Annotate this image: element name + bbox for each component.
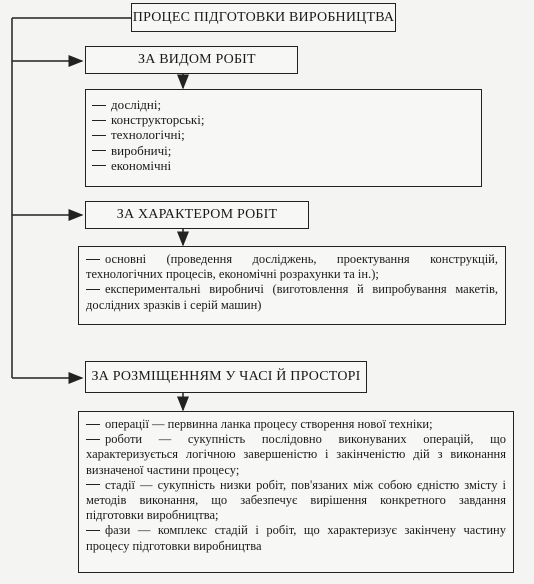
- title-box: [131, 3, 396, 32]
- dash-marker: [92, 105, 106, 106]
- dash-marker: [92, 120, 106, 121]
- dash-marker: [92, 150, 106, 151]
- dash-marker: [86, 484, 100, 485]
- section-2-header-text: ЗА ХАРАКТЕРОМ РОБІТ: [116, 207, 278, 222]
- dash-marker: [86, 439, 100, 440]
- dash-marker: [92, 135, 106, 136]
- section-1-list: [92, 97, 475, 173]
- dash-marker: [86, 289, 100, 290]
- section-3-item-4: фази — комплекс стадій і робіт, що характеризує закінчену частину процесу підготовки виробництва: [86, 523, 506, 553]
- list-item: економічні: [92, 158, 475, 173]
- section-2-content: [78, 246, 506, 325]
- section-3-header-text: ЗА РОЗМІЩЕННЯМ У ЧАСІ Й ПРОСТОРІ: [91, 369, 361, 384]
- section-1-header: [85, 46, 298, 74]
- dash-marker: [92, 165, 106, 166]
- dash-marker: [86, 424, 100, 425]
- section-3-item-3: стадії — сукупність низки робіт, пов'язаних між собою єдністю змісту і методів виконання, що забезпечує вирішення конкретного завдання підготовки виробництва;: [86, 477, 506, 523]
- list-item: виробничі;: [92, 143, 475, 158]
- section-2-item-2: експериментальні виробничі (виготовлення й випробування макетів, дослідних зразків і серій машин): [86, 282, 498, 312]
- section-2-header: [85, 201, 309, 229]
- dash-marker: [86, 530, 100, 531]
- section-3-item-2: роботи — сукупність послідовно виконуваних операцій, що характеризується логічною завершеністю і закінченістю дій з виконання визначеної частини процесу;: [86, 432, 506, 477]
- section-1-content: [85, 89, 482, 187]
- list-item: технологічні;: [92, 127, 475, 142]
- list-item: конструкторські;: [92, 112, 475, 127]
- section-3-header: [85, 361, 367, 393]
- dash-marker: [86, 259, 100, 260]
- list-item: дослідні;: [92, 97, 475, 112]
- section-2-item-1: основні (проведення досліджень, проектування конструкцій, технологічних процесів, економічні розрахунки та ін.);: [86, 252, 498, 282]
- section-1-header-text: ЗА ВИДОМ РОБІТ: [138, 52, 256, 67]
- section-3-content: [78, 411, 514, 573]
- section-3-item-1: операції — первинна ланка процесу створення нової техніки;: [86, 417, 506, 432]
- title-text: ПРОЦЕС ПІДГОТОВКИ ВИРОБНИЦТВА: [132, 9, 395, 25]
